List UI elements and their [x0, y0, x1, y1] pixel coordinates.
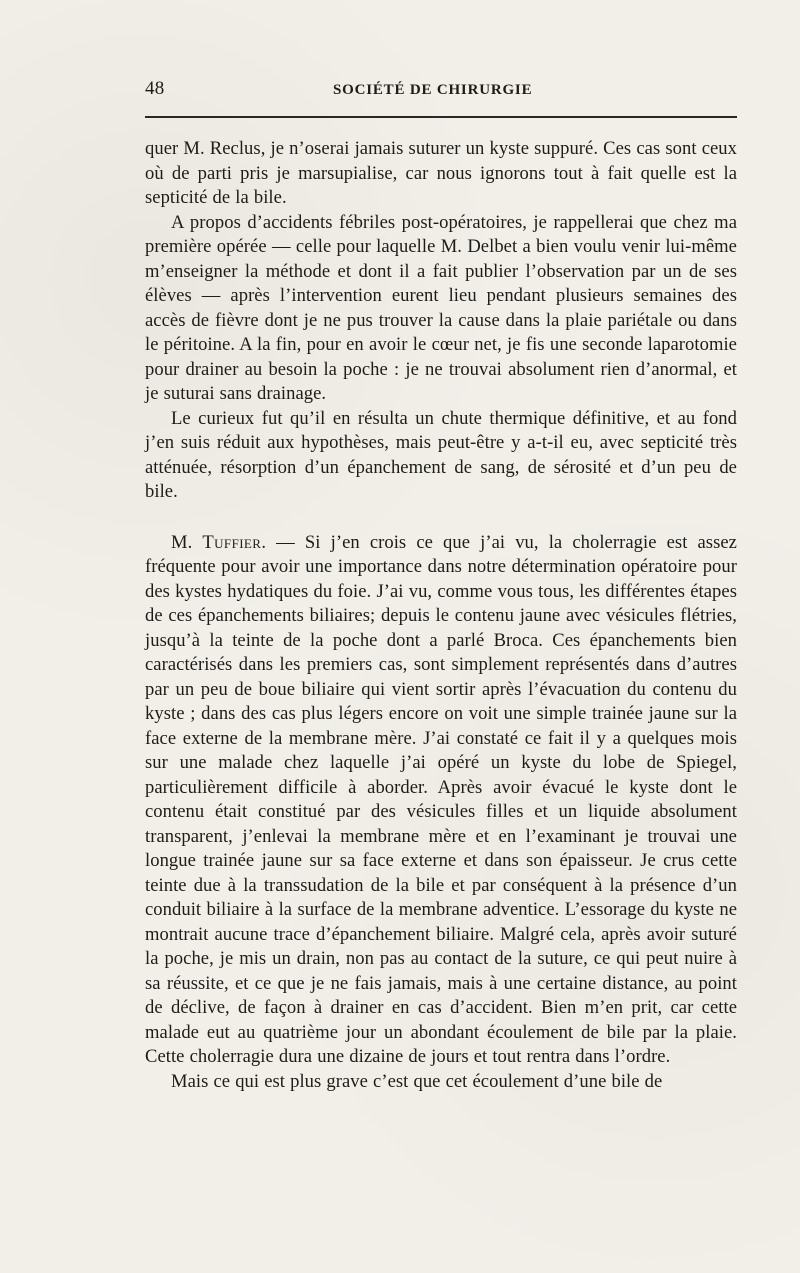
speaker-prefix: M. [171, 531, 203, 553]
paragraph-thermal-drop: Le curieux fut qu’il en résulta un chute thermique définitive, et au fond j’en suis réduit aux hypothèses, mais peut-être y a-t-il eu, avec septicité très atténuée, résorption d’un épanchement de sang, de sérosité et d’un peu de bile. [145, 407, 737, 502]
paragraph-tuffier-statement [145, 531, 737, 1070]
paragraph-continuation: quer M. Reclus, je n’oserai jamais suturer un kyste suppuré. Ces cas sont ceux où de parti pris je marsupialise, car nous ignorons tout à fait quelle est la septicité de la bile. [145, 138, 737, 208]
speaker-name: Tuffier [202, 531, 262, 553]
running-title: SOCIÉTÉ DE CHIRURGIE [333, 82, 533, 98]
page-header [145, 78, 737, 102]
header-divider [145, 116, 737, 118]
paragraph-post-operative-accidents: A propos d’accidents fébriles post-opératoires, je rappellerai que chez ma première opérée — celle pour laquelle M. Delbet a bien voulu venir lui-même m’enseigner la méthode et dont il a fait publier l’observation par un de ses élèves — après l’intervention eurent lieu pendant plusieurs semaines des accès de fièvre dont je ne pus trouver la cause dans la plaie pariétale ou dans le péritoine. A la fin, pour en avoir le cœur net, je fis une seconde laparotomie pour drainer au besoin la poche : je ne trouvai absolument rien d’anormal, et je suturai sans drainage. [145, 211, 737, 404]
paragraph-final-line: Mais ce qui est plus grave c’est que cet écoulement d’une bile de [171, 1070, 663, 1092]
tuffier-statement-text: . — Si j’en crois ce que j’ai vu, la cholerragie est assez fréquente pour avoir une importance dans notre détermination opératoire pour des kystes hydatiques du foie. J’ai vu, comme vous tous, les différentes étapes de ces épanchements biliaires; depuis le contenu jaune avec vésicules flétries, jusqu’à la teinte de la poche dont a parlé Broca. Ces épanchements bien caractérisés dans les premiers cas, sont simplement représentés dans d’autres par un peu de boue biliaire qui vient sortir après l’évacuation du contenu du kyste ; dans des cas plus légers encore on voit une simple trainée jaune sur la face externe de la membrane mère. J’ai constaté ce fait il y a quelques mois sur une malade chez laquelle j’ai opéré un kyste du lobe de Spiegel, particulièrement difficile à aborder. Après avoir évacué le kyste dont le contenu était constitué par des vésicules filles et un liquide absolument transparent, j’enlevai la membrane mère et en l’examinant je trouvai une longue trainée jaune sur sa face externe et dans son épaisseur. Je crus cette teinte due à la transsudation de la bile et par conséquent à la présence d’un conduit biliaire à la surface de la membrane adventice. L’essorage du kyste ne montrait aucune trace d’épanchement biliaire. Malgré cela, après avoir suturé la poche, je mis un drain, non pas au contact de la suture, ce qui peut nuire à sa réussite, et ce que je ne fais jamais, mais à une certaine distance, au point de déclive, de façon à drainer en cas d’accident. Bien m’en prit, car cette malade eut au quatrième jour un abondant écoulement de bile par la plaie. Cette cholerragie dura une dizaine de jours et tout rentra dans l’ordre. [145, 531, 737, 1067]
body-text [145, 137, 737, 1094]
page-number: 48 [145, 78, 165, 99]
